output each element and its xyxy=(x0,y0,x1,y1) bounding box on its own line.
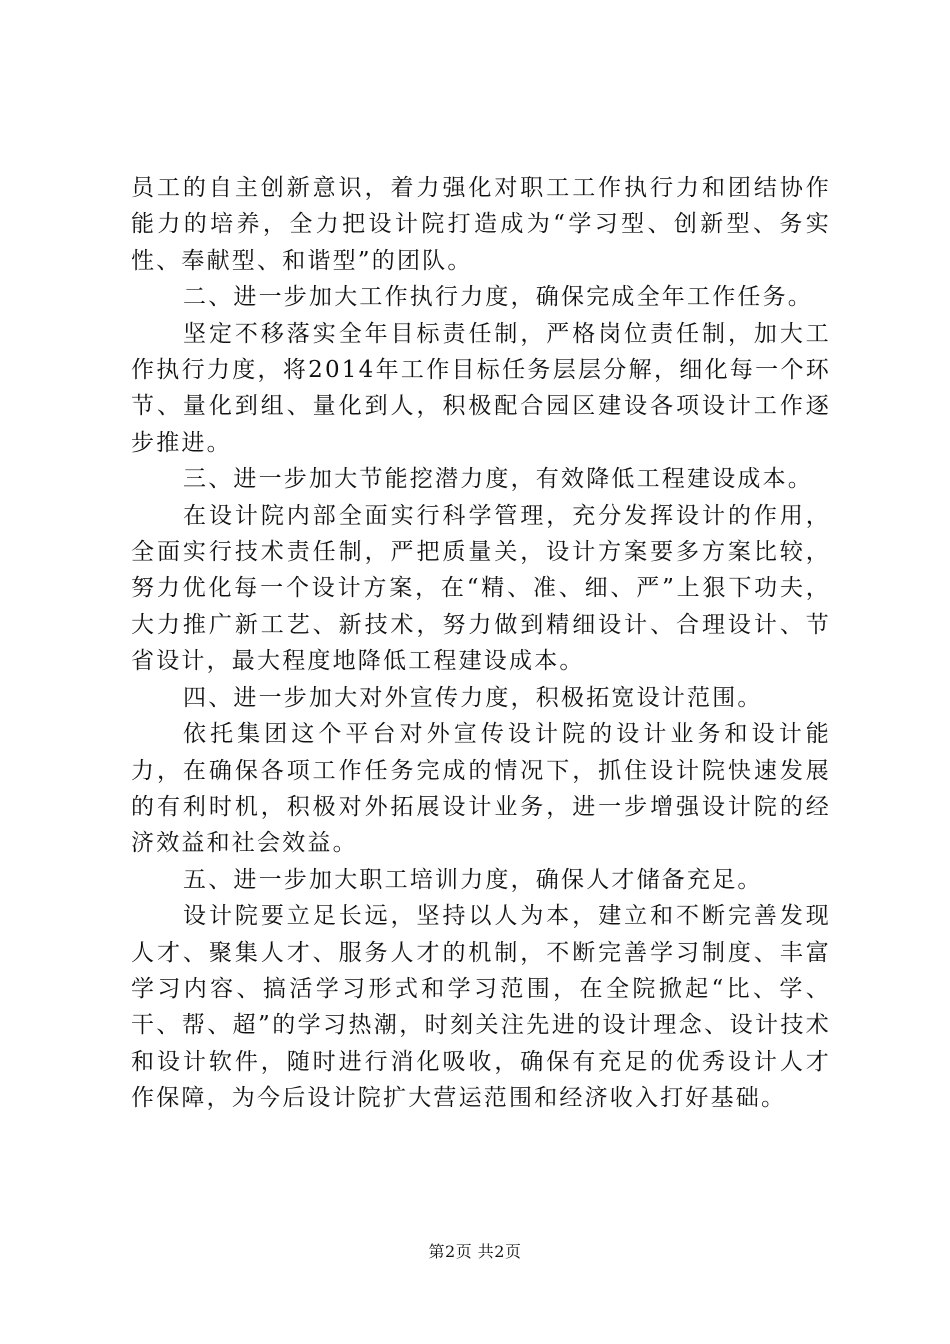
page-footer: 第2页 共2页 xyxy=(428,1242,522,1261)
paragraph-continuation: 员工的自主创新意识，着力强化对职工工作执行力和团结协作能力的培养，全力把设计院打造成为“学习型、创新型、务实性、奉献型、和谐型”的团队。 xyxy=(131,175,831,274)
paragraph-section-3: 在设计院内部全面实行科学管理，充分发挥设计的作用，全面实行技术责任制，严把质量关，设计方案要多方案比较，努力优化每一个设计方案，在“精、准、细、严”上狠下功夫，大力推广新工艺、新技术，努力做到精细设计、合理设计、节省设计，最大程度地降低工程建设成本。 xyxy=(131,502,831,675)
section-heading-3: 三、进一步加大节能挖潜力度，有效降低工程建设成本。 xyxy=(183,466,813,493)
paragraph-section-5: 设计院要立足长远，坚持以人为本，建立和不断完善发现人才、聚集人才、服务人才的机制，不断完善学习制度、丰富学习内容、搞活学习形式和学习范围，在全院掀起“比、学、干、帮、超”的学习热潮，时刻关注先进的设计理念、设计技术和设计软件，随时进行消化吸收，确保有充足的优秀设计人才作保障，为今后设计院扩大营运范围和经济收入打好基础。 xyxy=(131,903,831,1112)
paragraph-section-2: 坚定不移落实全年目标责任制，严格岗位责任制，加大工作执行力度，将2014年工作目标任务层层分解，细化每一个环节、量化到组、量化到人，积极配合园区建设各项设计工作逐步推进。 xyxy=(131,320,831,456)
section-heading-2: 二、进一步加大工作执行力度，确保完成全年工作任务。 xyxy=(183,284,813,311)
section-heading-4: 四、进一步加大对外宣传力度，积极拓宽设计范围。 xyxy=(183,684,763,711)
document-body xyxy=(131,170,831,1117)
section-heading-5: 五、进一步加大职工培训力度，确保人才储备充足。 xyxy=(183,866,763,893)
paragraph-section-4: 依托集团这个平台对外宣传设计院的设计业务和设计能力，在确保各项工作任务完成的情况下，抓住设计院快速发展的有利时机，积极对外拓展设计业务，进一步增强设计院的经济效益和社会效益。 xyxy=(131,721,831,857)
